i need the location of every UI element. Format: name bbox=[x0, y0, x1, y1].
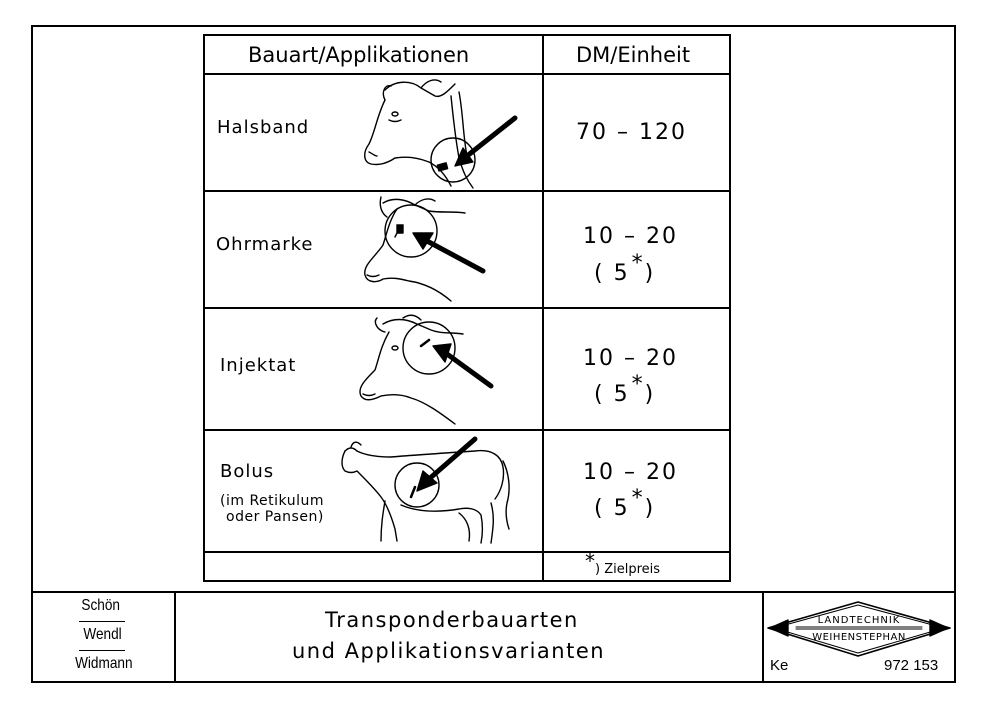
target-open: ( 5 bbox=[594, 261, 630, 286]
logo-line-1: LANDTECHNIK bbox=[817, 615, 901, 626]
row-price-ohrmarke: 10 – 20 bbox=[583, 224, 678, 249]
ref-left: Ke bbox=[770, 657, 789, 674]
title-line-1: Transponderbauarten bbox=[325, 608, 579, 632]
row-price-bolus: 10 – 20 bbox=[583, 460, 678, 485]
title-line-2: und Applikationsvarianten bbox=[292, 639, 606, 663]
title-block-divider-left bbox=[174, 591, 176, 683]
row-price-injektat: 10 – 20 bbox=[583, 346, 678, 371]
row-target-price-ohrmarke bbox=[594, 251, 656, 286]
title-block-divider-right bbox=[762, 591, 764, 683]
target-star: * bbox=[631, 251, 645, 276]
row-price-halsband: 70 – 120 bbox=[576, 120, 687, 145]
target-open: ( 5 bbox=[594, 496, 630, 521]
footnote-star: * bbox=[585, 549, 595, 573]
row-label-ohrmarke: Ohrmarke bbox=[216, 234, 314, 255]
author-1: Schön bbox=[81, 597, 120, 614]
target-close: ) bbox=[644, 496, 656, 521]
row-sublabel-bolus-2: oder Pansen) bbox=[226, 509, 324, 525]
target-open: ( 5 bbox=[594, 382, 630, 407]
row-divider-2 bbox=[203, 307, 731, 309]
row-target-price-injektat bbox=[594, 372, 656, 407]
logo-line-2: WEIHENSTEPHAN bbox=[812, 632, 906, 643]
row-divider-4 bbox=[203, 551, 731, 553]
target-star: * bbox=[631, 486, 645, 511]
header-divider bbox=[203, 73, 731, 75]
header-price: DM/Einheit bbox=[576, 43, 691, 67]
row-target-price-bolus bbox=[594, 486, 656, 521]
table-left-border bbox=[203, 34, 205, 582]
table-bottom-border bbox=[203, 580, 731, 582]
author-separator-2 bbox=[79, 650, 125, 651]
cow-bolus-illustration bbox=[335, 433, 535, 549]
target-star: * bbox=[631, 372, 645, 397]
row-sublabel-bolus-1: (im Retikulum bbox=[220, 493, 324, 509]
cow-head-eartag-illustration bbox=[353, 193, 493, 305]
table-right-border bbox=[729, 34, 731, 582]
row-divider-3 bbox=[203, 429, 731, 431]
row-label-bolus: Bolus bbox=[220, 461, 275, 482]
author-3: Widmann bbox=[75, 655, 133, 672]
title-block-top bbox=[31, 591, 956, 593]
landtechnik-logo bbox=[766, 600, 952, 658]
target-close: ) bbox=[644, 382, 656, 407]
header-type: Bauart/Applikationen bbox=[248, 43, 470, 67]
cow-head-collar-illustration bbox=[355, 76, 535, 191]
footnote bbox=[585, 549, 661, 578]
table-top-border bbox=[203, 34, 731, 36]
footnote-text: ) Zielpreis bbox=[595, 562, 661, 577]
row-label-injektat: Injektat bbox=[220, 355, 297, 376]
target-close: ) bbox=[644, 261, 656, 286]
cow-head-injectate-illustration bbox=[347, 310, 497, 428]
column-divider bbox=[542, 34, 544, 582]
row-label-halsband: Halsband bbox=[217, 117, 310, 138]
ref-number: 972 153 bbox=[884, 657, 939, 674]
author-2: Wendl bbox=[83, 626, 122, 643]
author-separator-1 bbox=[79, 621, 125, 622]
